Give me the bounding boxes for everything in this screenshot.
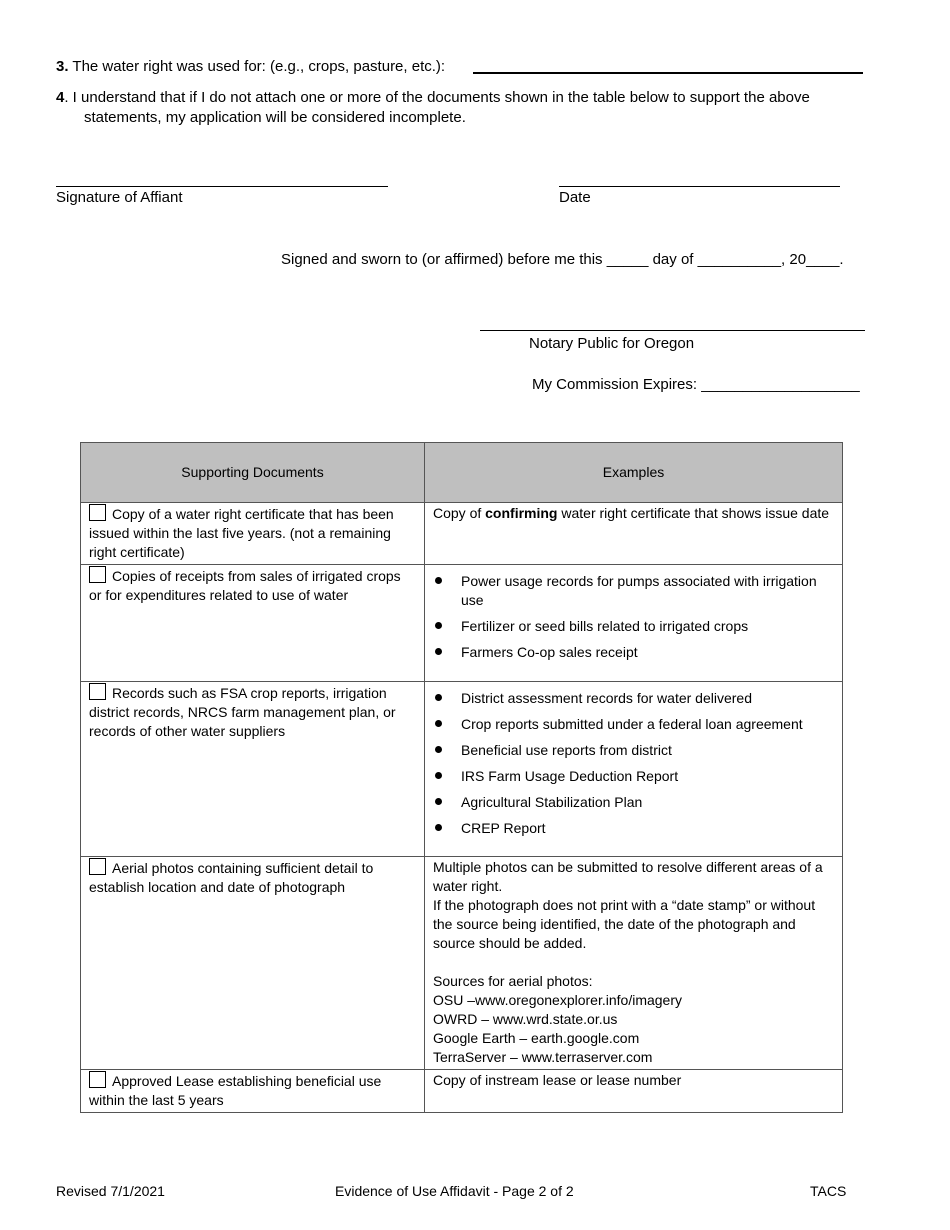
document-checkbox[interactable] bbox=[89, 683, 106, 700]
item-3 bbox=[56, 57, 445, 77]
supporting-documents-table bbox=[80, 442, 843, 1113]
document-text: Approved Lease establishing beneficial use within the last 5 years bbox=[89, 1073, 382, 1108]
item-3-text: The water right was used for: (e.g., crops, pasture, etc.): bbox=[72, 58, 446, 75]
example-list-item: Fertilizer or seed bills related to irrigated crops bbox=[433, 617, 834, 636]
document-text: Copies of receipts from sales of irrigated crops or for expenditures related to use of water bbox=[89, 568, 401, 603]
example-list bbox=[433, 683, 834, 853]
example-cell bbox=[425, 503, 843, 565]
date-label: Date bbox=[559, 189, 591, 206]
document-cell bbox=[81, 682, 425, 857]
item-4-number: 4 bbox=[56, 89, 65, 106]
example-cell: Copy of instream lease or lease number bbox=[425, 1070, 843, 1113]
table-row bbox=[81, 565, 843, 682]
document-cell bbox=[81, 565, 425, 682]
table-row bbox=[81, 1070, 843, 1113]
table-row bbox=[81, 857, 843, 1070]
water-use-field[interactable] bbox=[473, 72, 863, 74]
example-text-pre: Copy of bbox=[433, 505, 486, 521]
example-list bbox=[433, 566, 834, 677]
footer-revised: Revised 7/1/2021 bbox=[56, 1183, 165, 1199]
example-list-item: Agricultural Stabilization Plan bbox=[433, 793, 834, 812]
table-row bbox=[81, 503, 843, 565]
example-list-item: Power usage records for pumps associated with irrigation use bbox=[433, 572, 834, 610]
example-text-bold: confirming bbox=[485, 505, 558, 521]
document-text: Records such as FSA crop reports, irrigation district records, NRCS farm management plan, or records of other water suppliers bbox=[89, 685, 396, 739]
header-supporting-documents: Supporting Documents bbox=[81, 443, 425, 503]
footer-page-title: Evidence of Use Affidavit - Page 2 of 2 bbox=[335, 1183, 574, 1199]
example-list-item: District assessment records for water delivered bbox=[433, 689, 834, 708]
example-list-item: Beneficial use reports from district bbox=[433, 741, 834, 760]
item-3-number: 3. bbox=[56, 58, 69, 75]
document-cell bbox=[81, 1070, 425, 1113]
document-cell bbox=[81, 503, 425, 565]
table-row bbox=[81, 682, 843, 857]
document-checkbox[interactable] bbox=[89, 1071, 106, 1088]
document-cell bbox=[81, 857, 425, 1070]
table-header-row bbox=[81, 443, 843, 503]
document-checkbox[interactable] bbox=[89, 858, 106, 875]
footer-code: TACS bbox=[810, 1183, 847, 1199]
notary-signature-line[interactable] bbox=[480, 330, 865, 331]
document-text: Aerial photos containing sufficient detail to establish location and date of photograph bbox=[89, 860, 374, 895]
affiant-signature-label: Signature of Affiant bbox=[56, 189, 183, 206]
example-list-item: Farmers Co-op sales receipt bbox=[433, 643, 834, 662]
example-list-item: IRS Farm Usage Deduction Report bbox=[433, 767, 834, 786]
example-cell: Multiple photos can be submitted to resolve different areas of a water right. If the photograph does not print with a “date stamp” or without the source being identified, the date of the photograph and source should be added. Sources for aerial photos: OSU –www.oregonexplorer.info/imagery OWRD – www.wrd.state.or.us Google Earth – earth.google.com TerraServer – www.terraserver.com bbox=[425, 857, 843, 1070]
notary-public-label: Notary Public for Oregon bbox=[529, 335, 695, 352]
sworn-statement: Signed and sworn to (or affirmed) before me this _____ day of __________, 20____. bbox=[281, 251, 844, 268]
commission-expires: My Commission Expires: ___________________ bbox=[532, 376, 860, 393]
document-checkbox[interactable] bbox=[89, 504, 106, 521]
document-checkbox[interactable] bbox=[89, 566, 106, 583]
affiant-signature-line[interactable] bbox=[56, 186, 388, 187]
document-text: Copy of a water right certificate that has been issued within the last five years. (not a remaining right certificate) bbox=[89, 506, 394, 560]
example-text-post: water right certificate that shows issue date bbox=[557, 505, 830, 521]
date-line[interactable] bbox=[559, 186, 840, 187]
example-cell bbox=[425, 565, 843, 682]
example-cell bbox=[425, 682, 843, 857]
example-list-item: Crop reports submitted under a federal loan agreement bbox=[433, 715, 834, 734]
item-4-text-2: statements, my application will be considered incomplete. bbox=[84, 109, 466, 126]
example-list-item: CREP Report bbox=[433, 819, 834, 838]
item-4 bbox=[56, 88, 876, 128]
item-4-text-1: . I understand that if I do not attach one or more of the documents shown in the table below to support the above bbox=[64, 89, 810, 106]
header-examples: Examples bbox=[425, 443, 843, 503]
